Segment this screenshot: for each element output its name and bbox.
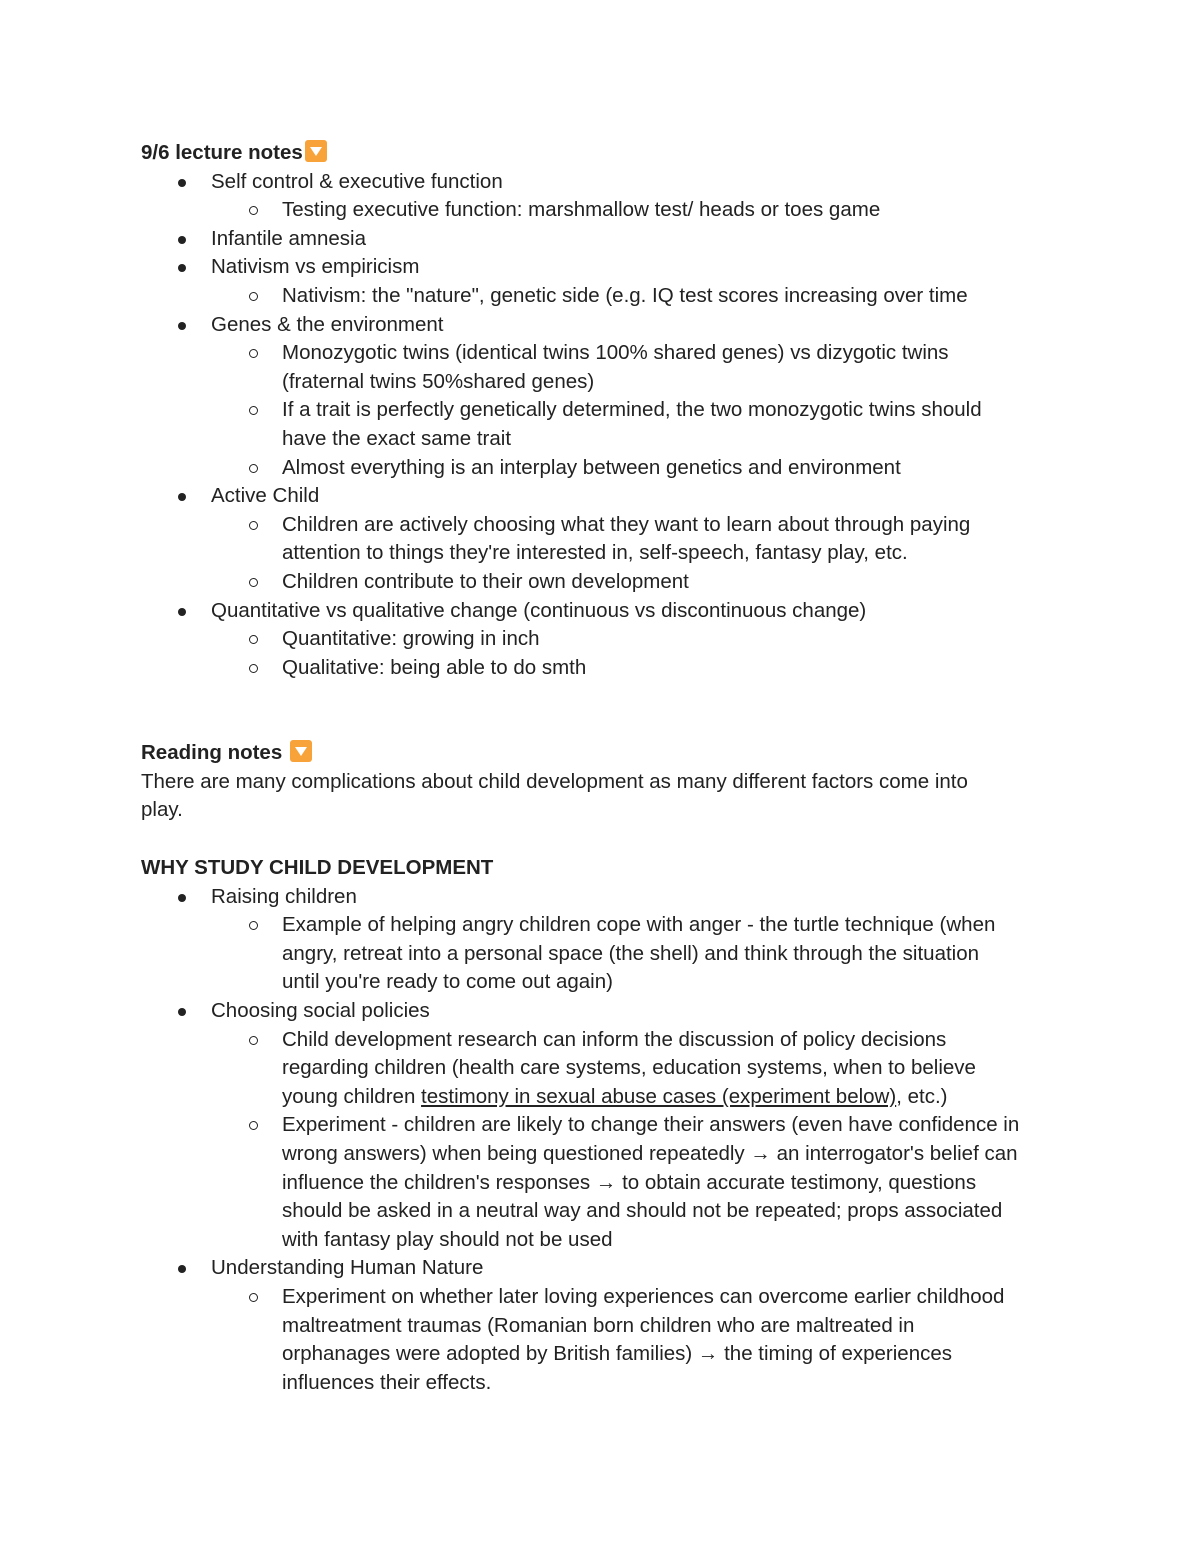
bullet-icon [178,236,186,244]
sub-list-item: Experiment on whether later loving experiences can overcome earlier childhood [141,1283,1071,1312]
sub-list-item: Qualitative: being able to do smth [141,654,1071,683]
list-item: Quantitative vs qualitative change (continuous vs discontinuous change) [141,597,1071,626]
sub-list-item: Children are actively choosing what they want to learn about through paying [141,511,1071,540]
testimony-link[interactable]: testimony in sexual abuse cases (experiment below) [421,1084,897,1108]
section-spacer [141,682,1071,739]
bullet-icon [178,1008,186,1016]
circle-bullet-icon [249,521,258,530]
sub-list-item-continuation: young children testimony in sexual abuse cases (experiment below), etc.) [282,1084,948,1108]
lecture-notes-heading: 9/6 lecture notes [141,139,1071,168]
sub-list-item-continuation: have the exact same trait [282,426,512,450]
sub-list-item: Testing executive function: marshmallow test/ heads or toes game [141,196,1071,225]
why-study-subheading: WHY STUDY CHILD DEVELOPMENT [141,856,494,880]
list-item: Genes & the environment [141,311,1071,340]
sub-list-item-continuation: wrong answers) when being questioned repeatedly → an interrogator's belief can [282,1142,1018,1165]
sub-list-item-continuation: orphanages were adopted by British families) → the timing of experiences [282,1342,953,1366]
sub-list-item: If a trait is perfectly genetically determined, the two monozygotic twins should [141,396,1071,425]
bullet-icon [178,608,186,616]
reading-notes-heading: Reading notes [141,739,1071,768]
sub-list-item: Almost everything is an interplay between genetics and environment [141,454,1071,483]
list-item: Raising children [141,883,1071,912]
circle-bullet-icon [249,349,258,358]
intro-paragraph-line: play. [141,798,183,822]
list-item: Understanding Human Nature [141,1254,1071,1283]
intro-paragraph-line: There are many complications about child development as many different factors come into [141,769,968,793]
circle-bullet-icon [249,1121,258,1130]
sub-list-item-continuation: influence the children's responses → to obtain accurate testimony, questions [282,1170,977,1194]
sub-list-item-continuation: with fantasy play should not be used [282,1227,613,1251]
circle-bullet-icon [249,664,258,673]
sub-list-item-continuation: maltreatment traumas (Romanian born children who are maltreated in [282,1313,915,1337]
paragraph-spacer [141,825,1071,854]
sub-list-item: Child development research can inform the discussion of policy decisions [141,1026,1071,1055]
down-arrow-icon [290,740,312,762]
circle-bullet-icon [249,464,258,473]
sub-list-item: Example of helping angry children cope with anger - the turtle technique (when [141,911,1071,940]
circle-bullet-icon [249,1036,258,1045]
circle-bullet-icon [249,292,258,301]
circle-bullet-icon [249,406,258,415]
document-content [141,139,1071,1397]
list-item: Infantile amnesia [141,225,1071,254]
sub-list-item-continuation: should be asked in a neutral way and should not be repeated; props associated [282,1199,1003,1223]
sub-list-item-continuation: influences their effects. [282,1370,492,1394]
circle-bullet-icon [249,1293,258,1302]
sub-list-item-continuation: attention to things they're interested in, self-speech, fantasy play, etc. [282,541,908,565]
sub-list-item: Experiment - children are likely to change their answers (even have confidence in [141,1111,1071,1140]
sub-list-item-continuation: regarding children (health care systems, education systems, when to believe [282,1056,976,1080]
bullet-icon [178,1265,186,1273]
circle-bullet-icon [249,635,258,644]
sub-list-item-continuation: until you're ready to come out again) [282,970,613,994]
circle-bullet-icon [249,921,258,930]
down-arrow-icon [305,140,327,162]
circle-bullet-icon [249,206,258,215]
bullet-icon [178,493,186,501]
sub-list-item-continuation: (fraternal twins 50%shared genes) [282,369,595,393]
sub-list-item: Monozygotic twins (identical twins 100% shared genes) vs dizygotic twins [141,339,1071,368]
bullet-icon [178,894,186,902]
circle-bullet-icon [249,578,258,587]
sub-list-item: Quantitative: growing in inch [141,625,1071,654]
bullet-icon [178,179,186,187]
list-item: Self control & executive function [141,168,1071,197]
sub-list-item: Children contribute to their own development [141,568,1071,597]
sub-list-item: Nativism: the "nature", genetic side (e.g. IQ test scores increasing over time [141,282,1071,311]
list-item: Nativism vs empiricism [141,253,1071,282]
sub-list-item-continuation: angry, retreat into a personal space (the shell) and think through the situation [282,941,980,965]
list-item: Active Child [141,482,1071,511]
bullet-icon [178,264,186,272]
bullet-icon [178,322,186,330]
list-item: Choosing social policies [141,997,1071,1026]
